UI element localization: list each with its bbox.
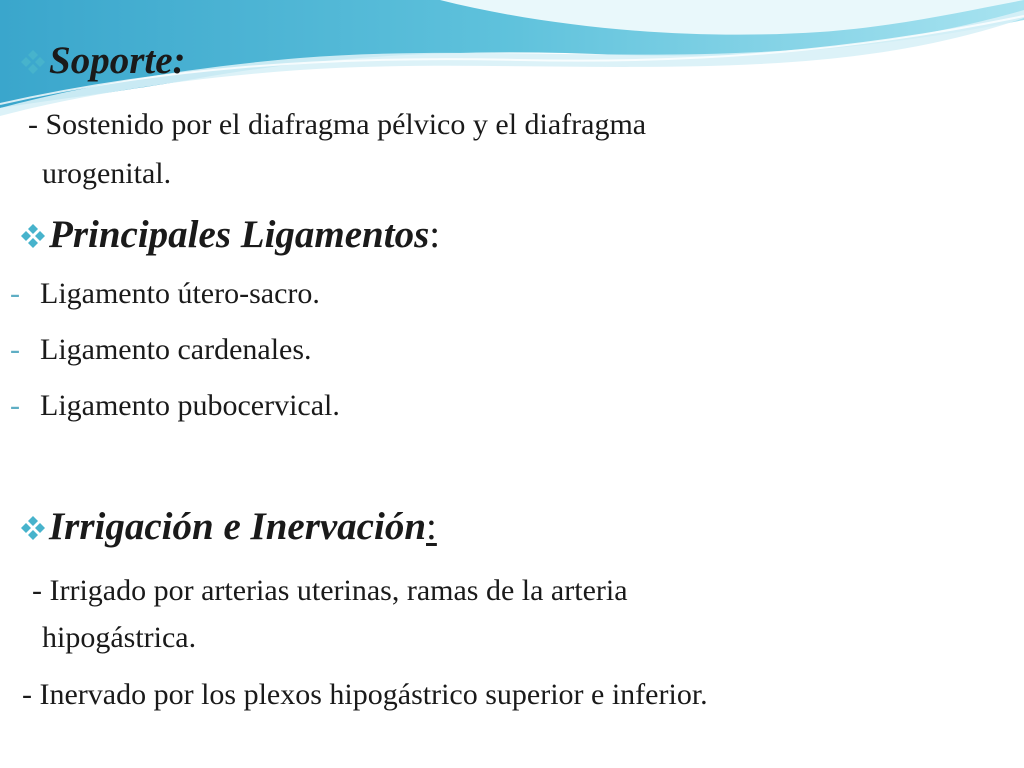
heading-soporte xyxy=(20,38,186,83)
diamond-bullet-icon xyxy=(20,515,46,541)
heading-ligamentos xyxy=(20,212,440,257)
ligamento-2: Ligamento cardenales. xyxy=(40,333,312,366)
irrigacion-line-1: - Irrigado por arterias uterinas, ramas de la arteria xyxy=(32,574,628,607)
heading-irrigacion-colon: : xyxy=(426,505,437,548)
list-item: - Ligamento pubocervical. xyxy=(10,389,340,422)
heading-irrigacion xyxy=(20,504,437,549)
irrigacion-line-2: hipogástrica. xyxy=(42,621,197,654)
ligamento-1: Ligamento útero-sacro. xyxy=(40,277,320,310)
list-item: - Ligamento cardenales. xyxy=(10,333,312,366)
heading-ligamentos-text: Principales Ligamentos xyxy=(49,213,430,256)
list-item: - Ligamento útero-sacro. xyxy=(10,277,320,310)
ligamento-3: Ligamento pubocervical. xyxy=(40,389,340,422)
heading-ligamentos-colon: : xyxy=(429,213,441,256)
soporte-line-2: urogenital. xyxy=(42,157,172,190)
soporte-line-1: - Sostenido por el diafragma pélvico y el diafragma xyxy=(28,108,647,141)
heading-irrigacion-text: Irrigación e Inervación xyxy=(49,505,427,548)
irrigacion-line-3: - Inervado por los plexos hipogástrico superior e inferior. xyxy=(22,678,708,711)
diamond-bullet-icon xyxy=(20,49,46,75)
heading-soporte-text: Soporte: xyxy=(49,39,186,82)
diamond-bullet-icon xyxy=(20,223,46,249)
